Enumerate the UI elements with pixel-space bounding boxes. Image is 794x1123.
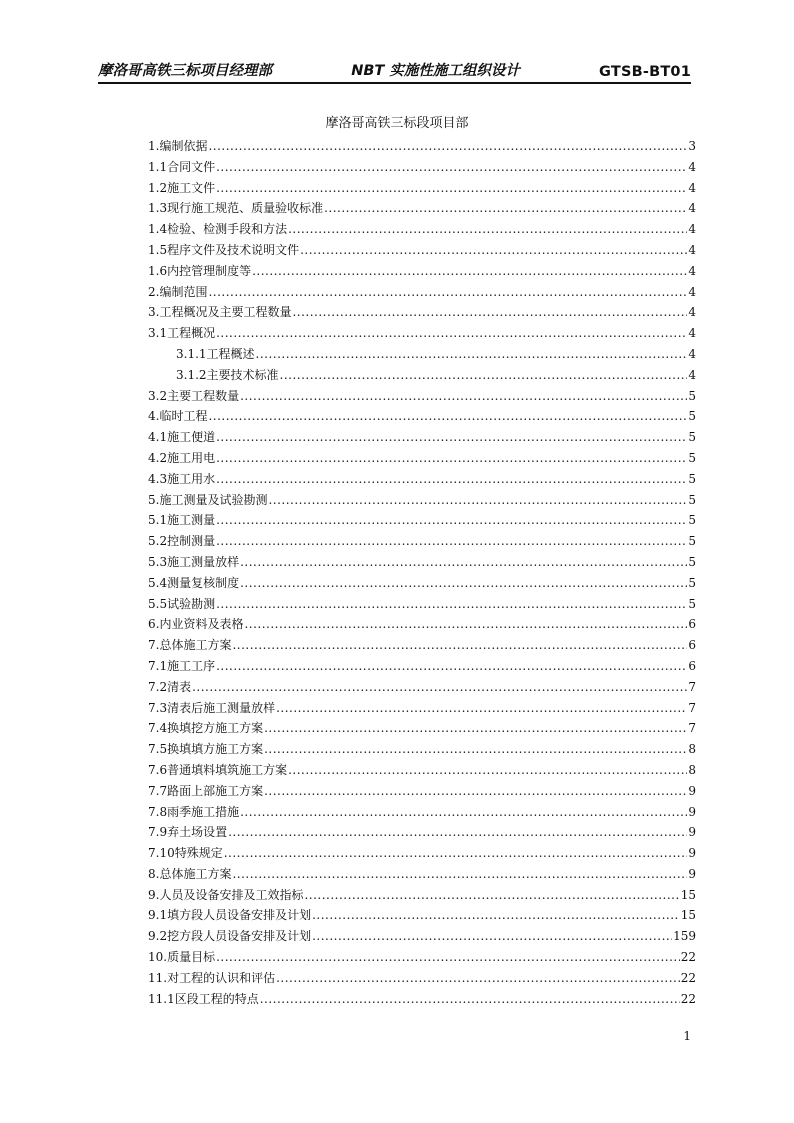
toc-entry[interactable] bbox=[148, 552, 696, 573]
toc-entry[interactable] bbox=[148, 926, 696, 947]
toc-entry[interactable] bbox=[148, 573, 696, 594]
toc-entry[interactable] bbox=[148, 905, 696, 926]
toc-leader-dots bbox=[292, 302, 687, 323]
toc-entry[interactable] bbox=[148, 136, 696, 157]
toc-entry-title: 5.施工测量及试验勘测 bbox=[148, 492, 268, 507]
toc-entry[interactable] bbox=[148, 282, 696, 303]
toc-entry[interactable] bbox=[148, 240, 696, 261]
toc-leader-dots bbox=[244, 614, 687, 635]
toc-leader-dots bbox=[208, 282, 687, 303]
toc-entry-title: 7.4换填挖方施工方案 bbox=[148, 721, 264, 736]
toc-entry-title: 7.2清表 bbox=[148, 679, 192, 694]
toc-leader-dots bbox=[268, 490, 687, 511]
toc-entry-title: 9.1填方段人员设备安排及计划 bbox=[148, 908, 312, 923]
toc-entry-page: 5 bbox=[688, 534, 696, 549]
toc-entry[interactable] bbox=[148, 739, 696, 760]
toc-leader-dots bbox=[264, 781, 687, 802]
toc-leader-dots bbox=[216, 469, 687, 490]
toc-entry-title: 9.2挖方段人员设备安排及计划 bbox=[148, 929, 312, 944]
toc-entry-title: 5.4测量复核制度 bbox=[148, 575, 240, 590]
toc-leader-dots bbox=[240, 386, 687, 407]
toc-entry-page: 9 bbox=[688, 783, 696, 798]
toc-entry-title: 7.3清表后施工测量放样 bbox=[148, 700, 276, 715]
toc-entry-page: 5 bbox=[688, 492, 696, 507]
toc-entry-page: 5 bbox=[688, 450, 696, 465]
toc-leader-dots bbox=[312, 905, 680, 926]
toc-leader-dots bbox=[312, 926, 672, 947]
toc-entry-page: 159 bbox=[673, 929, 696, 944]
toc-entry-title: 4.1施工便道 bbox=[148, 430, 216, 445]
header-right: GTSB-BT01 bbox=[599, 64, 691, 80]
toc-leader-dots bbox=[232, 635, 687, 656]
toc-entry-page: 6 bbox=[688, 617, 696, 632]
toc-entry[interactable] bbox=[148, 843, 696, 864]
toc-entry[interactable] bbox=[148, 822, 696, 843]
toc-entry-page: 9 bbox=[688, 866, 696, 881]
toc-entry[interactable] bbox=[148, 490, 696, 511]
toc-entry-title: 11.对工程的认识和评估 bbox=[148, 970, 276, 985]
header-left: 摩洛哥高铁三标项目经理部 bbox=[98, 63, 272, 79]
toc-entry-page: 22 bbox=[680, 970, 696, 985]
toc-leader-dots bbox=[216, 510, 687, 531]
toc-entry[interactable] bbox=[148, 947, 696, 968]
toc-entry[interactable] bbox=[148, 968, 696, 989]
toc-entry[interactable] bbox=[148, 781, 696, 802]
toc-leader-dots bbox=[192, 677, 687, 698]
toc-leader-dots bbox=[256, 344, 688, 365]
toc-entry-title: 3.1.2主要技术标准 bbox=[176, 367, 279, 382]
toc-entry-page: 6 bbox=[688, 658, 696, 673]
toc-entry[interactable] bbox=[148, 323, 696, 344]
toc-leader-dots bbox=[252, 261, 687, 282]
toc-leader-dots bbox=[224, 843, 688, 864]
toc-entry-title: 10.质量目标 bbox=[148, 950, 216, 965]
toc-leader-dots bbox=[208, 136, 687, 157]
toc-entry[interactable] bbox=[148, 386, 696, 407]
toc-leader-dots bbox=[216, 594, 687, 615]
toc-entry-page: 5 bbox=[688, 596, 696, 611]
toc-entry-title: 1.4检验、检测手段和方法 bbox=[148, 222, 288, 237]
toc-entry-page: 9 bbox=[688, 825, 696, 840]
toc-entry[interactable] bbox=[148, 718, 696, 739]
toc-entry-page: 4 bbox=[688, 263, 696, 278]
toc-entry-title: 7.5换填填方施工方案 bbox=[148, 742, 264, 757]
toc-leader-dots bbox=[216, 427, 687, 448]
toc-entry-page: 5 bbox=[688, 575, 696, 590]
toc-leader-dots bbox=[288, 760, 687, 781]
toc-entry[interactable] bbox=[148, 802, 696, 823]
toc-leader-dots bbox=[276, 698, 687, 719]
toc-entry[interactable] bbox=[148, 885, 696, 906]
toc-entry-page: 9 bbox=[688, 846, 696, 861]
toc-entry[interactable] bbox=[148, 157, 696, 178]
toc-entry[interactable] bbox=[148, 698, 696, 719]
toc-entry-title: 4.2施工用电 bbox=[148, 450, 216, 465]
toc-entry-page: 7 bbox=[688, 721, 696, 736]
toc-leader-dots bbox=[240, 552, 687, 573]
toc-entry[interactable] bbox=[148, 614, 696, 635]
toc-leader-dots bbox=[232, 864, 687, 885]
toc-entry-title: 1.3现行施工规范、质量验收标准 bbox=[148, 201, 324, 216]
toc-entry[interactable] bbox=[148, 406, 696, 427]
toc-entry[interactable] bbox=[148, 469, 696, 490]
toc-leader-dots bbox=[288, 219, 687, 240]
toc-entry-page: 5 bbox=[688, 430, 696, 445]
toc-entry-title: 3.2主要工程数量 bbox=[148, 388, 240, 403]
running-header bbox=[98, 56, 691, 84]
toc-leader-dots bbox=[216, 157, 687, 178]
toc-leader-dots bbox=[264, 739, 687, 760]
header-center: NBT 实施性施工组织设计 bbox=[351, 63, 520, 79]
toc-entry[interactable] bbox=[148, 448, 696, 469]
toc-leader-dots bbox=[276, 968, 680, 989]
toc-leader-dots bbox=[216, 323, 687, 344]
toc-leader-dots bbox=[208, 406, 687, 427]
toc-leader-dots bbox=[264, 718, 687, 739]
toc-entry-page: 4 bbox=[688, 367, 696, 382]
toc-entry-title: 7.8雨季施工措施 bbox=[148, 804, 240, 819]
toc-entry-page: 5 bbox=[688, 513, 696, 528]
toc-entry-title: 1.编制依据 bbox=[148, 139, 208, 153]
toc-entry-title: 6.内业资料及表格 bbox=[148, 617, 244, 632]
toc-entry[interactable] bbox=[148, 510, 696, 531]
toc-entry-title: 7.1施工工序 bbox=[148, 658, 216, 673]
toc-entry-title: 5.1施工测量 bbox=[148, 513, 216, 528]
document-title: 摩洛哥高铁三标段项目部 bbox=[325, 116, 469, 131]
toc-entry-page: 5 bbox=[688, 471, 696, 486]
toc-leader-dots bbox=[228, 822, 687, 843]
toc-leader-dots bbox=[260, 989, 680, 1010]
toc-entry[interactable] bbox=[148, 302, 696, 323]
toc-leader-dots bbox=[216, 531, 687, 552]
toc-entry-page: 22 bbox=[680, 991, 696, 1006]
toc-leader-dots bbox=[216, 448, 687, 469]
toc-leader-dots bbox=[324, 198, 687, 219]
toc-entry-title: 5.5试验勘测 bbox=[148, 596, 216, 611]
toc-entry[interactable] bbox=[148, 365, 696, 386]
toc-entry-page: 9 bbox=[688, 804, 696, 819]
toc-entry[interactable] bbox=[148, 594, 696, 615]
toc-entry-page: 3 bbox=[688, 139, 696, 153]
toc-leader-dots bbox=[216, 656, 687, 677]
toc-entry-page: 7 bbox=[688, 700, 696, 715]
toc-entry-page: 4 bbox=[688, 180, 696, 195]
toc-entry-title: 3.工程概况及主要工程数量 bbox=[148, 305, 292, 320]
toc-entry-title: 7.总体施工方案 bbox=[148, 638, 232, 653]
toc-entry-title: 5.3施工测量放样 bbox=[148, 554, 240, 569]
toc-entry-title: 1.2施工文件 bbox=[148, 180, 216, 195]
toc-entry-page: 15 bbox=[680, 908, 696, 923]
toc-entry-title: 11.1区段工程的特点 bbox=[148, 991, 259, 1006]
toc-entry[interactable] bbox=[148, 677, 696, 698]
toc-leader-dots bbox=[240, 573, 687, 594]
toc-entry[interactable] bbox=[148, 656, 696, 677]
toc-entry-page: 4 bbox=[688, 346, 696, 361]
toc-entry-page: 4 bbox=[688, 326, 696, 341]
toc-entry-page: 5 bbox=[688, 409, 696, 424]
toc-entry[interactable] bbox=[148, 427, 696, 448]
toc-entry-page: 7 bbox=[688, 679, 696, 694]
toc-entry-title: 3.1.1工程概述 bbox=[176, 346, 255, 361]
toc-leader-dots bbox=[304, 885, 679, 906]
toc-entry[interactable] bbox=[148, 344, 696, 365]
toc-entry-title: 7.6普通填料填筑施工方案 bbox=[148, 762, 288, 777]
toc-entry-title: 7.10特殊规定 bbox=[148, 846, 223, 861]
toc-entry[interactable] bbox=[148, 178, 696, 199]
toc-entry-title: 2.编制范围 bbox=[148, 284, 208, 299]
page-number: 1 bbox=[683, 1029, 691, 1043]
toc-leader-dots bbox=[280, 365, 688, 386]
toc-entry[interactable] bbox=[148, 864, 696, 885]
toc-entry-page: 4 bbox=[688, 159, 696, 174]
toc-entry-page: 4 bbox=[688, 242, 696, 257]
toc-entry[interactable] bbox=[148, 219, 696, 240]
toc-leader-dots bbox=[300, 240, 687, 261]
toc-entry[interactable] bbox=[148, 989, 696, 1010]
toc-entry[interactable] bbox=[148, 198, 696, 219]
toc-entry-title: 9.人员及设备安排及工效指标 bbox=[148, 887, 304, 902]
toc-entry-title: 4.3施工用水 bbox=[148, 471, 216, 486]
toc-entry-title: 7.7路面上部施工方案 bbox=[148, 783, 264, 798]
toc-entry-title: 1.6内控管理制度等 bbox=[148, 263, 252, 278]
toc-entry[interactable] bbox=[148, 635, 696, 656]
toc-entry-page: 15 bbox=[680, 887, 696, 902]
toc-entry[interactable] bbox=[148, 760, 696, 781]
toc-entry-title: 3.1工程概况 bbox=[148, 326, 216, 341]
table-of-contents bbox=[148, 136, 696, 1009]
toc-entry-title: 1.5程序文件及技术说明文件 bbox=[148, 242, 300, 257]
toc-entry-page: 8 bbox=[688, 762, 696, 777]
toc-entry[interactable] bbox=[148, 261, 696, 282]
toc-entry-title: 8.总体施工方案 bbox=[148, 866, 232, 881]
toc-entry-page: 22 bbox=[680, 950, 696, 965]
toc-entry-title: 5.2控制测量 bbox=[148, 534, 216, 549]
toc-entry-title: 7.9弃土场设置 bbox=[148, 825, 228, 840]
toc-leader-dots bbox=[216, 947, 680, 968]
toc-entry-page: 4 bbox=[688, 201, 696, 216]
toc-entry-page: 5 bbox=[688, 388, 696, 403]
toc-entry-page: 4 bbox=[688, 222, 696, 237]
toc-entry-page: 5 bbox=[688, 554, 696, 569]
toc-entry-page: 4 bbox=[688, 305, 696, 320]
toc-entry[interactable] bbox=[148, 531, 696, 552]
toc-entry-title: 4.临时工程 bbox=[148, 409, 208, 424]
toc-entry-page: 8 bbox=[688, 742, 696, 757]
toc-entry-title: 1.1合同文件 bbox=[148, 159, 216, 174]
toc-leader-dots bbox=[240, 802, 687, 823]
toc-entry-page: 4 bbox=[688, 284, 696, 299]
toc-leader-dots bbox=[216, 178, 687, 199]
toc-entry-page: 6 bbox=[688, 638, 696, 653]
